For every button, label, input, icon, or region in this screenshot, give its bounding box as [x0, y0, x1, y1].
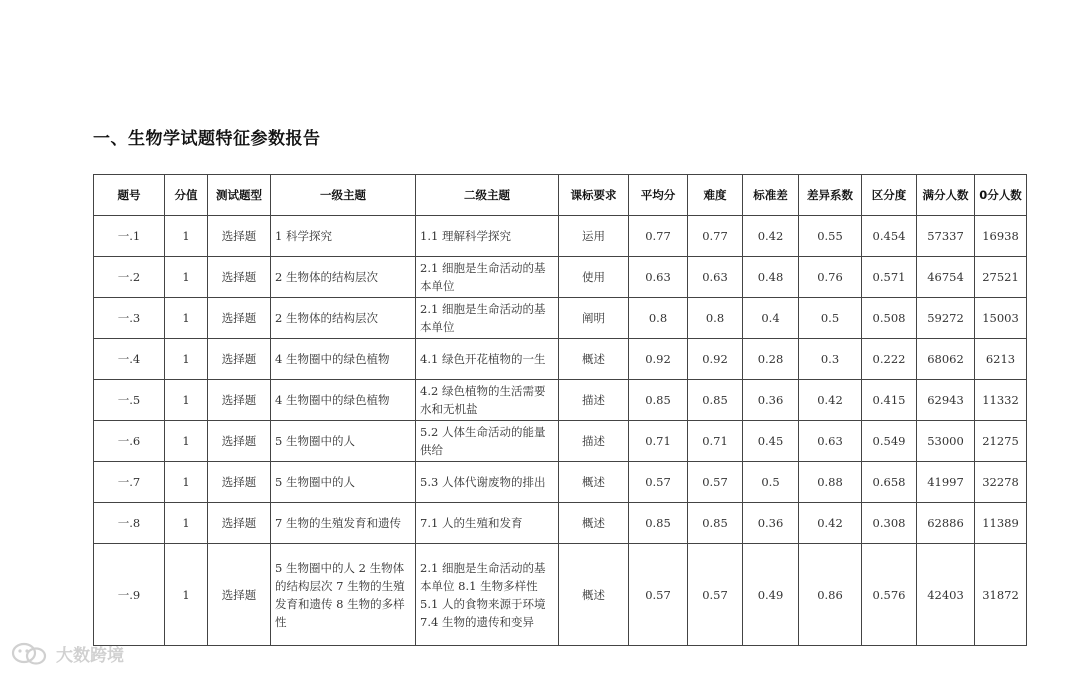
table-cell-score: 1 [165, 462, 208, 503]
col-header: 标准差 [743, 175, 799, 216]
col-header: 题号 [94, 175, 165, 216]
col-header: 二级主题 [416, 175, 559, 216]
table-cell-diff: 0.85 [688, 503, 743, 544]
table-cell-score: 1 [165, 339, 208, 380]
table-cell-full: 57337 [917, 216, 975, 257]
col-header: 测试题型 [208, 175, 271, 216]
table-cell-no: 一.2 [94, 257, 165, 298]
col-header: 难度 [688, 175, 743, 216]
table-cell-req: 阐明 [559, 298, 629, 339]
table-cell-zero: 6213 [975, 339, 1027, 380]
table-cell-avg: 0.8 [629, 298, 688, 339]
table-cell-req: 概述 [559, 462, 629, 503]
table-row [94, 421, 1027, 462]
col-header: 差异系数 [799, 175, 862, 216]
table-cell-type: 选择题 [208, 339, 271, 380]
table-cell-full: 62943 [917, 380, 975, 421]
table-cell-zero: 31872 [975, 544, 1027, 646]
table-cell-cv: 0.3 [799, 339, 862, 380]
table-cell-topic2: 5.3 人体代谢废物的排出 [416, 462, 559, 503]
table-cell-avg: 0.57 [629, 544, 688, 646]
table-cell-avg: 0.85 [629, 380, 688, 421]
table-cell-topic2: 4.1 绿色开花植物的一生 [416, 339, 559, 380]
table-cell-disc: 0.571 [862, 257, 917, 298]
table-cell-avg: 0.85 [629, 503, 688, 544]
table-cell-type: 选择题 [208, 380, 271, 421]
table-cell-cv: 0.86 [799, 544, 862, 646]
table-cell-score: 1 [165, 421, 208, 462]
table-cell-zero: 11389 [975, 503, 1027, 544]
table-cell-type: 选择题 [208, 216, 271, 257]
table-row [94, 462, 1027, 503]
table-cell-diff: 0.71 [688, 421, 743, 462]
table-cell-topic2: 2.1 细胞是生命活动的基本单位 [416, 257, 559, 298]
table-cell-avg: 0.71 [629, 421, 688, 462]
table-cell-no: 一.9 [94, 544, 165, 646]
table-cell-avg: 0.63 [629, 257, 688, 298]
table-cell-no: 一.4 [94, 339, 165, 380]
table-cell-zero: 32278 [975, 462, 1027, 503]
table-cell-sd: 0.36 [743, 380, 799, 421]
table-cell-score: 1 [165, 380, 208, 421]
col-header: 分值 [165, 175, 208, 216]
table-cell-req: 概述 [559, 339, 629, 380]
watermark [10, 641, 124, 666]
table-cell-score: 1 [165, 298, 208, 339]
table-cell-type: 选择题 [208, 298, 271, 339]
table-cell-topic2: 7.1 人的生殖和发育 [416, 503, 559, 544]
table-cell-req: 运用 [559, 216, 629, 257]
table-cell-type: 选择题 [208, 421, 271, 462]
table-cell-full: 62886 [917, 503, 975, 544]
table-cell-disc: 0.508 [862, 298, 917, 339]
table-cell-type: 选择题 [208, 462, 271, 503]
table-cell-diff: 0.57 [688, 462, 743, 503]
table-cell-topic1: 5 生物圈中的人 [271, 421, 416, 462]
table-cell-avg: 0.57 [629, 462, 688, 503]
table-cell-cv: 0.76 [799, 257, 862, 298]
table-cell-req: 描述 [559, 421, 629, 462]
table-cell-cv: 0.42 [799, 380, 862, 421]
watermark-text: 大数跨境 [56, 646, 124, 666]
table-row [94, 380, 1027, 421]
table-cell-topic1: 7 生物的生殖发育和遗传 [271, 503, 416, 544]
table-cell-diff: 0.92 [688, 339, 743, 380]
table-row [94, 257, 1027, 298]
table-cell-cv: 0.42 [799, 503, 862, 544]
table-cell-zero: 27521 [975, 257, 1027, 298]
page-title: 一、生物学试题特征参数报告 [93, 129, 321, 149]
table-cell-full: 68062 [917, 339, 975, 380]
table-cell-type: 选择题 [208, 544, 271, 646]
table-cell-disc: 0.454 [862, 216, 917, 257]
table-cell-no: 一.3 [94, 298, 165, 339]
table-cell-sd: 0.5 [743, 462, 799, 503]
table-cell-type: 选择题 [208, 503, 271, 544]
table-cell-topic2: 5.2 人体生命活动的能量供给 [416, 421, 559, 462]
table-row [94, 339, 1027, 380]
table-cell-disc: 0.576 [862, 544, 917, 646]
col-header: 区分度 [862, 175, 917, 216]
feature-parameter-table [93, 174, 1027, 646]
table-row [94, 544, 1027, 646]
table-cell-topic1: 2 生物体的结构层次 [271, 257, 416, 298]
table-cell-req: 概述 [559, 544, 629, 646]
table-cell-score: 1 [165, 257, 208, 298]
table-cell-disc: 0.222 [862, 339, 917, 380]
table-cell-sd: 0.28 [743, 339, 799, 380]
table-cell-full: 46754 [917, 257, 975, 298]
col-header: 0分人数 [975, 175, 1027, 216]
table-cell-sd: 0.42 [743, 216, 799, 257]
table-cell-topic2: 4.2 绿色植物的生活需要水和无机盐 [416, 380, 559, 421]
table-cell-topic1: 4 生物圈中的绿色植物 [271, 380, 416, 421]
table-cell-diff: 0.8 [688, 298, 743, 339]
table-cell-disc: 0.308 [862, 503, 917, 544]
table-cell-cv: 0.63 [799, 421, 862, 462]
table-cell-diff: 0.57 [688, 544, 743, 646]
table-cell-full: 53000 [917, 421, 975, 462]
table-cell-topic1: 1 科学探究 [271, 216, 416, 257]
table-cell-cv: 0.55 [799, 216, 862, 257]
table-cell-sd: 0.49 [743, 544, 799, 646]
table-cell-topic2: 2.1 细胞是生命活动的基本单位 8.1 生物多样性 5.1 人的食物来源于环境 7.4 生物的遗传和变异 [416, 544, 559, 646]
table-cell-sd: 0.36 [743, 503, 799, 544]
table-cell-zero: 16938 [975, 216, 1027, 257]
table-cell-type: 选择题 [208, 257, 271, 298]
table-cell-sd: 0.4 [743, 298, 799, 339]
table-header-row [94, 175, 1027, 216]
table-cell-zero: 11332 [975, 380, 1027, 421]
table-cell-full: 59272 [917, 298, 975, 339]
table-cell-no: 一.5 [94, 380, 165, 421]
table-row [94, 503, 1027, 544]
table-cell-cv: 0.5 [799, 298, 862, 339]
table-row [94, 216, 1027, 257]
table-cell-req: 使用 [559, 257, 629, 298]
col-header: 课标要求 [559, 175, 629, 216]
table-cell-sd: 0.48 [743, 257, 799, 298]
table-row [94, 298, 1027, 339]
table-cell-disc: 0.658 [862, 462, 917, 503]
table-cell-no: 一.8 [94, 503, 165, 544]
table-cell-req: 概述 [559, 503, 629, 544]
table-cell-diff: 0.77 [688, 216, 743, 257]
table-cell-cv: 0.88 [799, 462, 862, 503]
wechat-logo-icon [10, 642, 50, 666]
table-cell-zero: 21275 [975, 421, 1027, 462]
table-cell-topic1: 2 生物体的结构层次 [271, 298, 416, 339]
table-cell-no: 一.1 [94, 216, 165, 257]
table-cell-disc: 0.415 [862, 380, 917, 421]
table-cell-topic1: 5 生物圈中的人 [271, 462, 416, 503]
table-cell-full: 42403 [917, 544, 975, 646]
table-cell-no: 一.7 [94, 462, 165, 503]
table-cell-topic2: 1.1 理解科学探究 [416, 216, 559, 257]
table-cell-avg: 0.77 [629, 216, 688, 257]
table-cell-diff: 0.85 [688, 380, 743, 421]
table-cell-score: 1 [165, 503, 208, 544]
table-cell-no: 一.6 [94, 421, 165, 462]
table-cell-avg: 0.92 [629, 339, 688, 380]
col-header: 平均分 [629, 175, 688, 216]
table-cell-diff: 0.63 [688, 257, 743, 298]
table-cell-score: 1 [165, 544, 208, 646]
table-cell-topic2: 2.1 细胞是生命活动的基本单位 [416, 298, 559, 339]
table-cell-disc: 0.549 [862, 421, 917, 462]
table-body [94, 216, 1027, 646]
col-header: 一级主题 [271, 175, 416, 216]
table-cell-full: 41997 [917, 462, 975, 503]
table-cell-zero: 15003 [975, 298, 1027, 339]
table-cell-topic1: 4 生物圈中的绿色植物 [271, 339, 416, 380]
table-cell-score: 1 [165, 216, 208, 257]
table-cell-sd: 0.45 [743, 421, 799, 462]
col-header: 满分人数 [917, 175, 975, 216]
table-cell-topic1: 5 生物圈中的人 2 生物体的结构层次 7 生物的生殖发育和遗传 8 生物的多样性 [271, 544, 416, 646]
table-cell-req: 描述 [559, 380, 629, 421]
